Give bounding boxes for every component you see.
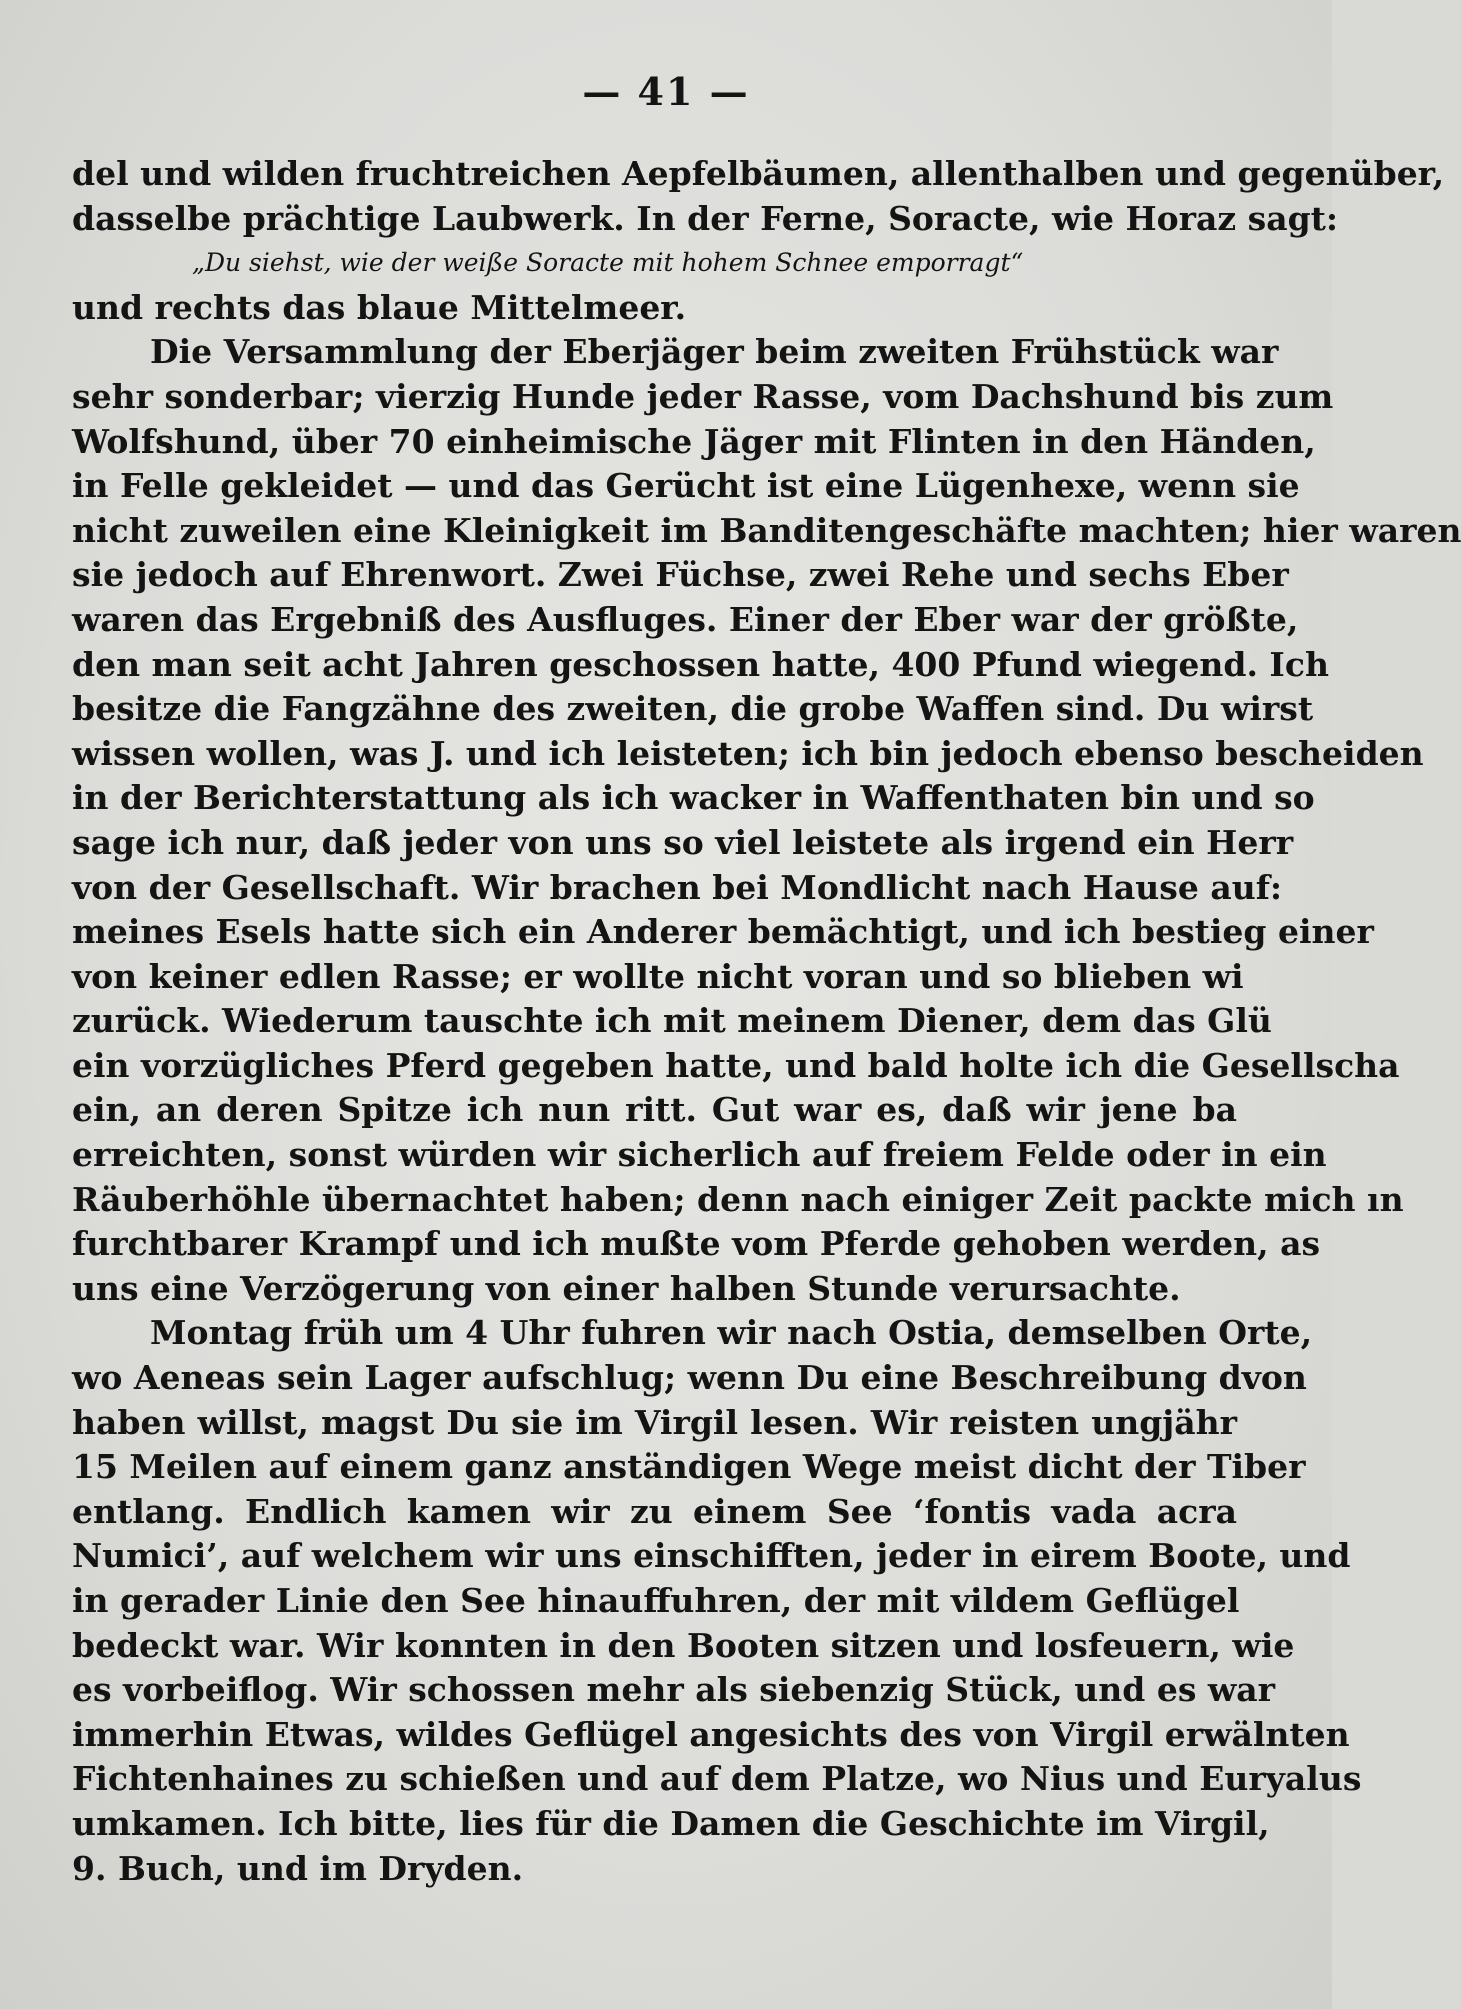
text-line: sehr sonderbar; vierzig Hunde jeder Rasse, vom Dachshund bis zum bbox=[72, 376, 1334, 416]
text-line: wissen wollen, was J. und ich leisteten; ich bin jedoch ebenso bescheiden bbox=[72, 733, 1424, 773]
text-line: 9. Buch, und im Dryden. bbox=[72, 1848, 524, 1888]
text-line: und rechts das blaue Mittelmeer. bbox=[72, 287, 687, 327]
text-line: Numici’, auf welchem wir uns einschifften, jeder in eirem Boote, und bbox=[72, 1536, 1351, 1576]
quote-line: „Du siehst, wie der weiße Soracte mit hohem Schnee emporragt“ bbox=[192, 248, 1024, 278]
text-line: zurück. Wiederum tauschte ich mit meinem Diener, dem das Glü bbox=[72, 1001, 1272, 1041]
text-line: Räuberhöhle übernachtet haben; denn nach einiger Zeit packte mich ın bbox=[72, 1179, 1404, 1219]
text-line: ein vorzügliches Pferd gegeben hatte, und bald holte ich die Gesellscha bbox=[72, 1045, 1400, 1085]
page-number: — 41 — bbox=[582, 69, 750, 114]
text-line: Fichtenhaines zu schießen und auf dem Platze, wo Nius und Euryalus bbox=[72, 1759, 1362, 1799]
text-line: haben willst, magst Du sie im Virgil lesen. Wir reisten ungjähr bbox=[72, 1402, 1237, 1442]
text-line: von der Gesellschaft. Wir brachen bei Mondlicht nach Hause auf: bbox=[72, 867, 1283, 907]
text-line: meines Esels hatte sich ein Anderer bemächtigt, und ich bestieg einer bbox=[72, 912, 1374, 952]
text-line: entlang. Endlich kamen wir zu einem See ‘fontis vada acra bbox=[72, 1491, 1237, 1531]
text-line: Wolfshund, über 70 einheimische Jäger mit Flinten in den Händen, bbox=[72, 421, 1316, 461]
text-line: es vorbeiflog. Wir schossen mehr als siebenzig Stück, und es war bbox=[72, 1670, 1276, 1710]
text-line: waren das Ergebniß des Ausfluges. Einer der Eber war der größte, bbox=[72, 599, 1299, 639]
text-line: sage ich nur, daß jeder von uns so viel leistete als irgend ein Herr bbox=[72, 822, 1294, 862]
body-text bbox=[72, 152, 1461, 1891]
text-line: dasselbe prächtige Laubwerk. In der Ferne, Soracte, wie Horaz sagt: bbox=[72, 198, 1339, 238]
text-line: wo Aeneas sein Lager aufschlug; wenn Du eine Beschreibung dvon bbox=[72, 1358, 1307, 1398]
text-line: erreichten, sonst würden wir sicherlich auf freiem Felde oder in ein bbox=[72, 1135, 1327, 1175]
text-line: den man seit acht Jahren geschossen hatte, 400 Pfund wiegend. Ich bbox=[72, 644, 1329, 684]
text-line: bedeckt war. Wir konnten in den Booten sitzen und losfeuern, wie bbox=[72, 1625, 1295, 1665]
text-line: ein, an deren Spitze ich nun ritt. Gut war es, daß wir jene ba bbox=[72, 1090, 1237, 1130]
text-line: furchtbarer Krampf und ich mußte vom Pferde gehoben werden, as bbox=[72, 1224, 1321, 1264]
text-line: von keiner edlen Rasse; er wollte nicht voran und so blieben wi bbox=[72, 956, 1244, 996]
text-line: del und wilden fruchtreichen Aepfelbäumen, allenthalben und gegenüber, bbox=[72, 154, 1445, 193]
text-line: 15 Meilen auf einem ganz anständigen Wege meist dicht der Tiber bbox=[72, 1447, 1306, 1487]
text-line: besitze die Fangzähne des zweiten, die grobe Waffen sind. Du wirst bbox=[72, 689, 1314, 729]
text-line: in der Berichterstattung als ich wacker in Waffenthaten bin und so bbox=[72, 778, 1315, 818]
text-line: in gerader Linie den See hinauffuhren, der mit vildem Geflügel bbox=[72, 1581, 1240, 1620]
text-line: sie jedoch auf Ehrenwort. Zwei Füchse, zwei Rehe und sechs Eber bbox=[72, 555, 1289, 595]
text-line: uns eine Verzögerung von einer halben Stunde verursachte. bbox=[72, 1268, 1181, 1308]
text-line: nicht zuweilen eine Kleinigkeit im Banditengeschäfte machten; hier waren bbox=[72, 510, 1461, 550]
text-line: Die Versammlung der Eberjäger beim zweiten Frühstück war bbox=[150, 332, 1279, 372]
text-line: Montag früh um 4 Uhr fuhren wir nach Ostia, demselben Orte, bbox=[150, 1313, 1313, 1353]
text-line: in Felle gekleidet — und das Gerücht ist eine Lügenhexe, wenn sie bbox=[72, 466, 1300, 506]
text-line: immerhin Etwas, wildes Geflügel angesichts des von Virgil erwälnten bbox=[72, 1714, 1350, 1754]
text-line: umkamen. Ich bitte, lies für die Damen die Geschichte im Virgil, bbox=[72, 1803, 1270, 1843]
